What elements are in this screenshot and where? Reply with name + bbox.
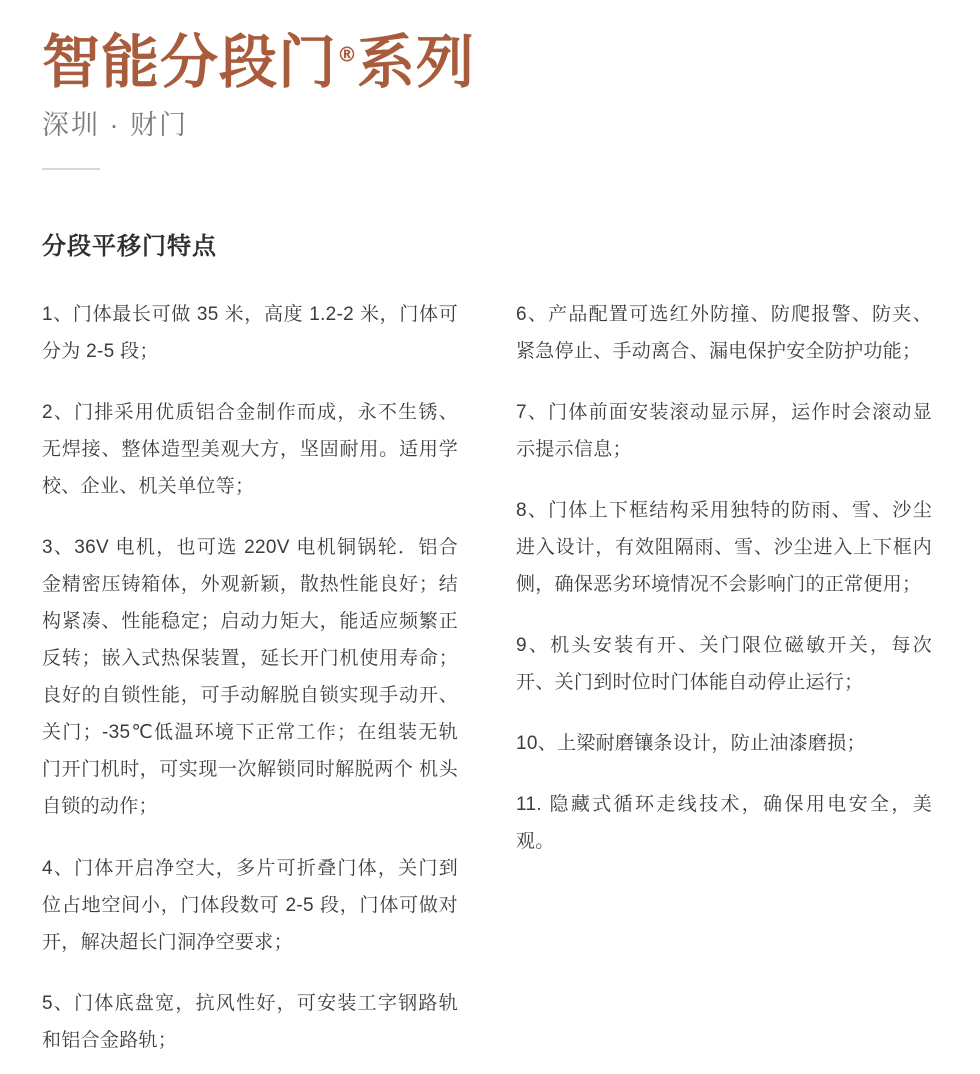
- brand-title-main: 智能分段门: [42, 28, 338, 96]
- feature-item: 2、门排采用优质铝合金制作而成，永不生锈、无焊接、整体造型美观大方，坚固耐用。适用学校、企业、机关单位等；: [42, 401, 458, 498]
- feature-item: 3、36V 电机，也可选 220V 电机铜锅轮．铝合金精密压铸箱体，外观新颖，散热性能良好；结构紧凑、性能稳定；启动力矩大，能适应频繁正反转；嵌入式热保装置，延长开门机使用寿命；良好的自锁性能，可手动解脱自锁实现手动开、关门；-35℃低温环境下正常工作；在组装无轨门开门机时，可实现一次解锁同时解脱两个 机头自锁的动作；: [42, 537, 458, 818]
- features-column-right: [516, 277, 932, 861]
- feature-item: 4、门体开启净空大，多片可折叠门体，关门到位占地空间小，门体段数可 2-5 段，门体可做对开，解决超长门洞净空要求；: [42, 857, 458, 953]
- brand-subtitle: 深圳 · 财门: [42, 109, 188, 140]
- features-columns: [42, 277, 940, 1059]
- registered-trademark-icon: ®: [337, 42, 358, 67]
- header-divider: [42, 168, 100, 170]
- feature-item: 5、门体底盘宽，抗风性好，可安装工字钢路轨和铝合金路轨；: [42, 992, 458, 1051]
- feature-item: 6、产品配置可选红外防撞、防爬报警、防夹、紧急停止、手动离合、漏电保护安全防护功能；: [516, 303, 932, 362]
- features-column-left: [42, 277, 458, 1059]
- feature-item: 11. 隐藏式循环走线技术，确保用电安全，美观。: [516, 794, 932, 853]
- brand-title-tail: 系列: [357, 28, 476, 96]
- brand-title: [42, 28, 476, 96]
- feature-item: 9、机头安装有开、关门限位磁敏开关，每次开、关门到时位时门体能自动停止运行；: [516, 635, 932, 694]
- feature-item: 10、上梁耐磨镶条设计，防止油漆磨损；: [516, 733, 866, 755]
- feature-item: 1、门体最长可做 35 米，高度 1.2-2 米，门体可分为 2-5 段；: [42, 303, 458, 362]
- feature-item: 8、门体上下框结构采用独特的防雨、雪、沙尘进入设计，有效阻隔雨、雪、沙尘进入上下框内侧，确保恶劣环境情况不会影响门的正常便用；: [516, 500, 932, 596]
- document-header: [42, 28, 940, 170]
- feature-item: 7、门体前面安装滚动显示屏，运作时会滚动显示提示信息；: [516, 401, 932, 461]
- section-title: 分段平移门特点: [42, 232, 217, 260]
